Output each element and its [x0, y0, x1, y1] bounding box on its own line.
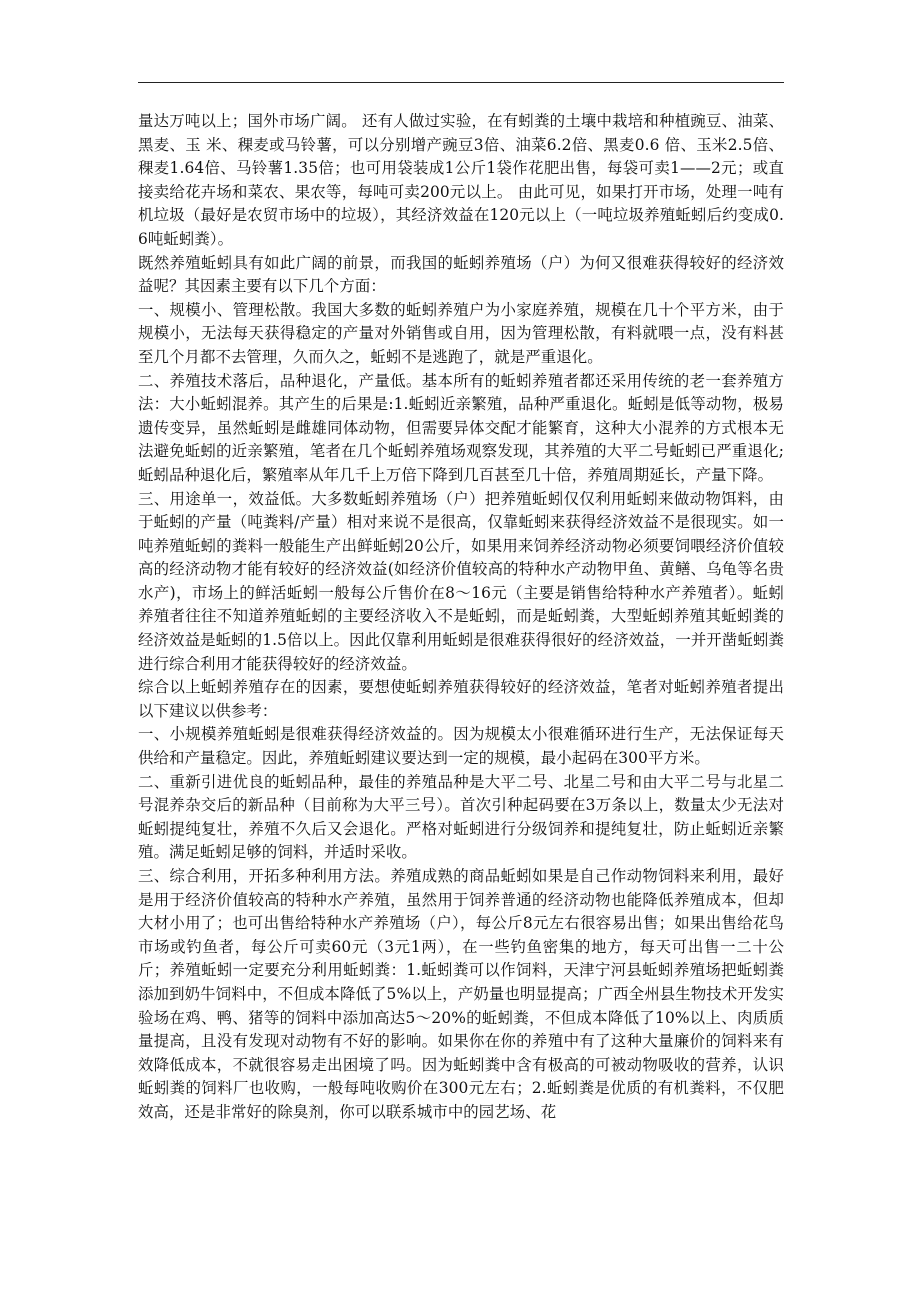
paragraph-problem-question: 既然养殖蚯蚓具有如此广阔的前景，而我国的蚯蚓养殖场（户）为何又很难获得较好的经济效益呢？其因素主要有以下几个方面： — [138, 253, 784, 296]
paragraph-suggestions-intro: 综合以上蚯蚓养殖存在的因素，要想使蚯蚓养殖获得较好的经济效益，笔者对蚯蚓养殖者提出以下建议以供参考： — [138, 678, 784, 720]
paragraph-reason-usage: 三、用途单一，效益低。大多数蚯蚓养殖场（户）把养殖蚯蚓仅仅利用蚯蚓来做动物饵料，由于蚯蚓的产量（吨粪料/产量）相对来说不是很高，仅靠蚯蚓来获得经济效益不是很现实。如一吨养殖蚯蚓的粪料一般能生产出鲜蚯蚓20公斤，如果用来饲养经济动物必须要饲喂经济价值较高的经济动物才能有较好的经济效益(如经济价值较高的特种水产动物甲鱼、黄鳝、乌龟等名贵水产)，市场上的鲜活蚯蚓一般每公斤售价在8～16元（主要是销售给特种水产养殖者）。蚯蚓养殖者往往不知道养殖蚯蚓的主要经济收入不是蚯蚓，而是蚯蚓粪，大型蚯蚓养殖其蚯蚓粪的经济效益是蚯蚓的1.5倍以上。因此仅靠利用蚯蚓是很难获得很好的经济效益，一并开凿蚯蚓粪进行综合利用才能获得较好的经济效益。 — [138, 489, 784, 673]
document-body — [138, 110, 784, 1290]
paragraph-suggestion-breed: 二、重新引进优良的蚯蚓品种，最佳的养殖品种是大平二号、北星二号和由大平二号与北星二号混养杂交后的新品种（目前称为大平三号）。首次引种起码要在3万条以上，数量太少无法对蚯蚓提纯复壮，养殖不久后又会退化。严格对蚯蚓进行分级饲养和提纯复壮，防止蚯蚓近亲繁殖。满足蚯蚓足够的饲料，并适时采收。 — [138, 772, 784, 862]
paragraph-reason-scale: 一、规模小、管理松散。我国大多数的蚯蚓养殖户为小家庭养殖，规模在几十个平方米，由于规模小，无法每天获得稳定的产量对外销售或自用，因为管理松散，有料就喂一点，没有料甚至几个月都不去管理，久而久之，蚯蚓不是逃跑了，就是严重退化。 — [138, 300, 784, 366]
paragraph-suggestion-scale: 一、小规模养殖蚯蚓是很难获得经济效益的。因为规模太小很难循环进行生产，无法保证每天供给和产量稳定。因此，养殖蚯蚓建议要达到一定的规模，最小起码在300平方米。 — [138, 725, 784, 768]
paragraph-reason-technique: 二、养殖技术落后，品种退化，产量低。基本所有的蚯蚓养殖者都还采用传统的老一套养殖方法：大小蚯蚓混养。其产生的后果是:1.蚯蚓近亲繁殖，品种严重退化。蚯蚓是低等动物，极易遗传变异，虽然蚯蚓是雌雄同体动物，但需要异体交配才能繁育，这种大小混养的方式根本无法避免蚯蚓的近亲繁殖，笔者在几个蚯蚓养殖场观察发现，其养殖的大平二号蚯蚓已严重退化;蚯蚓品种退化后，繁殖率从年几千上万倍下降到几百甚至几十倍，养殖周期延长，产量下降。 — [138, 371, 784, 484]
header-rule — [138, 82, 784, 83]
paragraph-suggestion-utilization: 三、综合利用，开拓多种利用方法。养殖成熟的商品蚯蚓如果是自己作动物饲料来利用，最好是用于经济价值较高的特种水产养殖，虽然用于饲养普通的经济动物也能降低养殖成本，但却大材小用了；也可出售给特种水产养殖场（户），每公斤8元左右很容易出售；如果出售给花鸟市场或钓鱼者，每公斤可卖60元（3元1两），在一些钓鱼密集的地方，每天可出售一二十公斤；养殖蚯蚓一定要充分利用蚯蚓粪：1.蚯蚓粪可以作饲料，天津宁河县蚯蚓养殖场把蚯蚓粪添加到奶牛饲料中，不但成本降低了5%以上，产奶量也明显提高；广西全州县生物技术开发实验场在鸡、鸭、猪等的饲料中添加高达5～20%的蚯蚓粪，不但成本降低了10%以上、肉质质量提高，且没有发现对动物有不好的影响。如果你在你的养殖中有了这种大量廉价的饲料来有效降低成本，不就很容易走出困境了吗。因为蚯蚓粪中含有极高的可被动物吸收的营养，认识蚯蚓粪的饲料厂也收购，一般每吨收购价在300元左右；2.蚯蚓粪是优质的有机粪料，不仅肥效高，还是非常好的除臭剂，你可以联系城市中的园艺场、花 — [138, 867, 784, 1121]
paragraph-market-intro: 量达万吨以上；国外市场广阔。 还有人做过实验，在有蚓粪的土壤中栽培和种植豌豆、油菜、黑麦、玉 米、稞麦或马铃薯，可以分别增产豌豆3倍、油菜6.2倍、黑麦0.6 倍、玉米2.5倍、稞麦1.64倍、马铃薯1.35倍；也可用袋装成1公斤1袋作花肥出售，每袋可卖1——2元；或直接卖给花卉场和菜农、果农等，每吨可卖200元以上。 由此可见，如果打开市场，处理一吨有机垃圾（最好是农贸市场中的垃圾），其经济效益在120元以上（一吨垃圾养殖蚯蚓后约变成0.6吨蚯蚓粪）。 — [138, 112, 784, 248]
